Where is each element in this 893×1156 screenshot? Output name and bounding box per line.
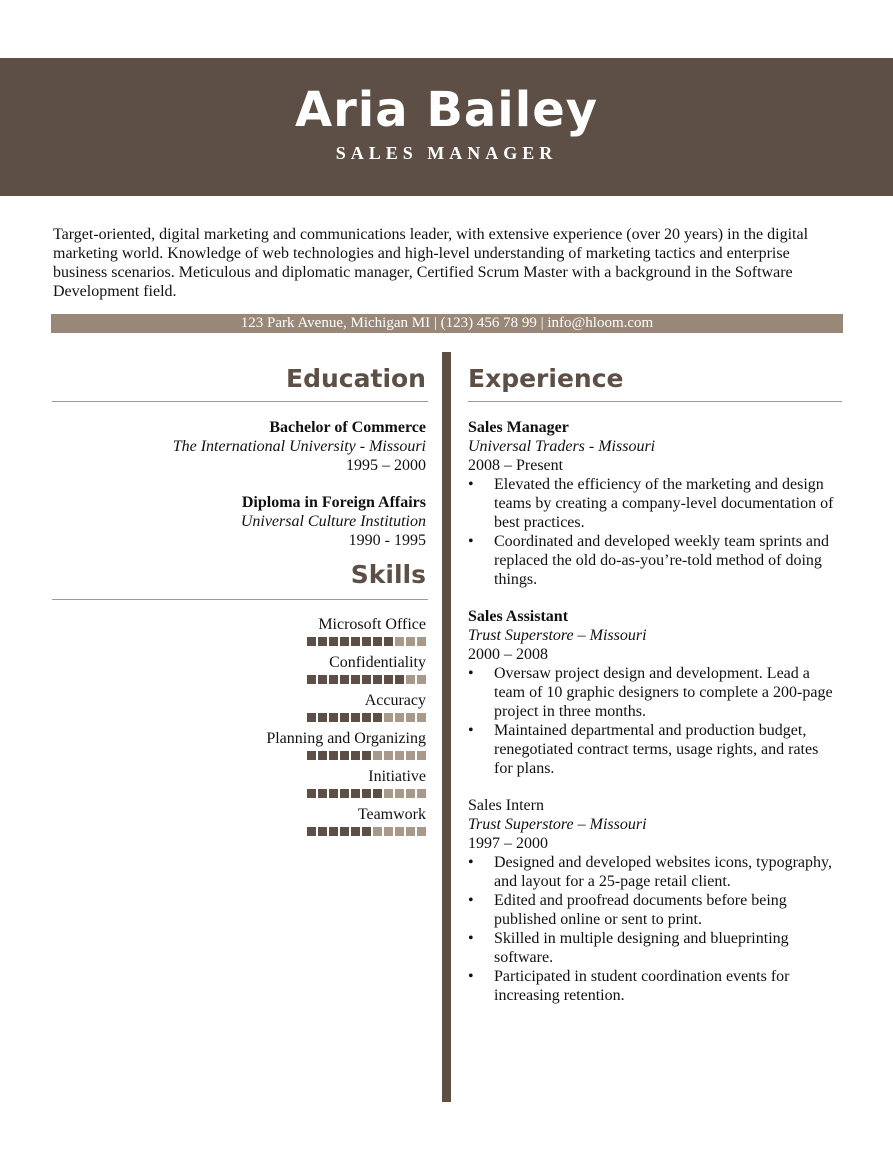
rating-square-empty	[384, 827, 393, 836]
skill-item	[52, 691, 426, 729]
rating-square-filled	[351, 827, 360, 836]
job-bullets	[468, 475, 840, 589]
job-company: Universal Traders - Missouri	[468, 438, 656, 455]
column-divider	[442, 352, 451, 1102]
skill-name: Initiative	[368, 768, 426, 785]
rating-square-filled	[384, 675, 393, 684]
rating-square-filled	[318, 675, 327, 684]
job-title: Sales Intern	[468, 797, 544, 814]
skill-item	[52, 805, 426, 843]
skill-rating	[52, 751, 426, 763]
school: The International University - Missouri	[172, 438, 426, 455]
rating-square-filled	[340, 675, 349, 684]
rating-square-empty	[417, 827, 426, 836]
job-entry	[468, 418, 840, 589]
rating-square-filled	[307, 751, 316, 760]
rating-square-empty	[406, 675, 415, 684]
rating-square-filled	[395, 675, 404, 684]
education-heading: Education	[286, 364, 426, 393]
rating-square-empty	[384, 789, 393, 798]
candidate-name: Aria Bailey	[294, 82, 599, 138]
rating-square-filled	[329, 751, 338, 760]
rating-square-filled	[351, 675, 360, 684]
degree: Bachelor of Commerce	[269, 419, 426, 436]
rating-square-filled	[329, 827, 338, 836]
rating-square-empty	[395, 789, 404, 798]
rating-square-filled	[351, 789, 360, 798]
skill-name: Confidentiality	[329, 654, 426, 671]
rating-square-empty	[373, 827, 382, 836]
rating-square-filled	[340, 789, 349, 798]
rating-square-filled	[307, 713, 316, 722]
rating-square-filled	[362, 675, 371, 684]
rating-square-filled	[362, 713, 371, 722]
bullet-item: • Designed and developed websites icons, typography, and layout for a 25-page retail client.	[494, 853, 840, 891]
job-bullets	[468, 664, 840, 778]
skill-item	[52, 729, 426, 767]
bullet-item: • Maintained departmental and production budget, renegotiated contract terms, usage rights, and rates for plans.	[494, 721, 840, 778]
rating-square-filled	[373, 789, 382, 798]
rating-square-filled	[340, 713, 349, 722]
experience-rule	[468, 401, 842, 402]
skill-rating	[52, 827, 426, 839]
years: 1995 – 2000	[346, 457, 426, 474]
skill-item	[52, 653, 426, 691]
rating-square-filled	[373, 675, 382, 684]
job-company: Trust Superstore – Missouri	[468, 627, 647, 644]
job-bullets	[468, 853, 840, 1005]
degree: Diploma in Foreign Affairs	[241, 494, 426, 511]
rating-square-empty	[373, 751, 382, 760]
rating-square-filled	[307, 827, 316, 836]
education-item	[52, 418, 426, 475]
rating-square-filled	[340, 827, 349, 836]
rating-square-empty	[406, 751, 415, 760]
bullet-item: • Oversaw project design and development. Lead a team of 10 graphic designers to complete a 200-page project in three months.	[494, 664, 840, 721]
rating-square-empty	[417, 713, 426, 722]
education-rule	[52, 401, 428, 402]
rating-square-filled	[329, 637, 338, 646]
skill-rating	[52, 789, 426, 801]
skills-list	[52, 615, 426, 843]
rating-square-filled	[362, 827, 371, 836]
skill-rating	[52, 637, 426, 649]
bullet-item: • Coordinated and developed weekly team sprints and replaced the old do-as-you’re-told method of doing things.	[494, 532, 840, 589]
skill-name: Microsoft Office	[318, 616, 426, 633]
rating-square-empty	[417, 789, 426, 798]
skill-item	[52, 767, 426, 805]
rating-square-filled	[307, 637, 316, 646]
skill-name: Accuracy	[364, 692, 426, 709]
skill-name: Teamwork	[357, 806, 426, 823]
job-dates: 1997 – 2000	[468, 835, 548, 852]
education-item	[52, 493, 426, 550]
rating-square-filled	[318, 827, 327, 836]
rating-square-empty	[417, 637, 426, 646]
experience-heading: Experience	[468, 364, 624, 393]
rating-square-filled	[351, 751, 360, 760]
rating-square-filled	[329, 789, 338, 798]
rating-square-empty	[417, 675, 426, 684]
rating-square-filled	[329, 675, 338, 684]
rating-square-filled	[362, 751, 371, 760]
bullet-item: • Participated in student coordination events for increasing retention.	[494, 967, 840, 1005]
skill-rating	[52, 675, 426, 687]
school: Universal Culture Institution	[240, 513, 426, 530]
job-company: Trust Superstore – Missouri	[468, 816, 647, 833]
rating-square-empty	[406, 827, 415, 836]
rating-square-filled	[384, 637, 393, 646]
rating-square-empty	[406, 637, 415, 646]
rating-square-filled	[373, 713, 382, 722]
experience-list	[468, 418, 840, 1023]
skill-name: Planning and Organizing	[266, 730, 426, 747]
rating-square-filled	[340, 751, 349, 760]
rating-square-filled	[307, 675, 316, 684]
rating-square-filled	[318, 637, 327, 646]
rating-square-empty	[395, 827, 404, 836]
rating-square-empty	[406, 789, 415, 798]
rating-square-filled	[373, 637, 382, 646]
contact-bar: 123 Park Avenue, Michigan MI | (123) 456 78 99 | info@hloom.com	[51, 314, 843, 333]
rating-square-filled	[362, 637, 371, 646]
job-title: Sales Assistant	[468, 608, 569, 625]
skills-rule	[52, 599, 428, 600]
rating-square-filled	[340, 637, 349, 646]
bullet-item: • Skilled in multiple designing and blueprinting software.	[494, 929, 840, 967]
rating-square-empty	[395, 637, 404, 646]
rating-square-empty	[417, 751, 426, 760]
years: 1990 - 1995	[348, 532, 426, 549]
rating-square-filled	[318, 751, 327, 760]
summary-paragraph: Target-oriented, digital marketing and communications leader, with extensive experience (over 20 years) in the digital marketing world. Knowledge of web technologies and high-level understanding of marketing tactics and enterprise business scenarios. Meticulous and diplomatic manager, Certified Scrum Master with a background in the Software Development field.	[53, 226, 809, 300]
rating-square-empty	[384, 713, 393, 722]
rating-square-filled	[318, 789, 327, 798]
job-dates: 2000 – 2008	[468, 646, 548, 663]
rating-square-filled	[351, 637, 360, 646]
bullet-item: • Edited and proofread documents before being published online or sent to print.	[494, 891, 840, 929]
rating-square-empty	[384, 751, 393, 760]
skill-rating	[52, 713, 426, 725]
bullet-item: • Elevated the efficiency of the marketing and design teams by creating a company-level documentation of best practices.	[494, 475, 840, 532]
skills-heading: Skills	[350, 560, 426, 589]
job-title: Sales Manager	[468, 419, 569, 436]
job-entry	[468, 607, 840, 778]
job-dates: 2008 – Present	[468, 457, 564, 474]
rating-square-filled	[307, 789, 316, 798]
resume-header	[0, 58, 893, 196]
candidate-title: SALES MANAGER	[335, 143, 558, 163]
rating-square-filled	[351, 713, 360, 722]
rating-square-empty	[395, 751, 404, 760]
job-entry	[468, 796, 840, 1005]
rating-square-empty	[395, 713, 404, 722]
skill-item	[52, 615, 426, 653]
rating-square-filled	[329, 713, 338, 722]
rating-square-filled	[362, 789, 371, 798]
rating-square-filled	[318, 713, 327, 722]
rating-square-empty	[406, 713, 415, 722]
